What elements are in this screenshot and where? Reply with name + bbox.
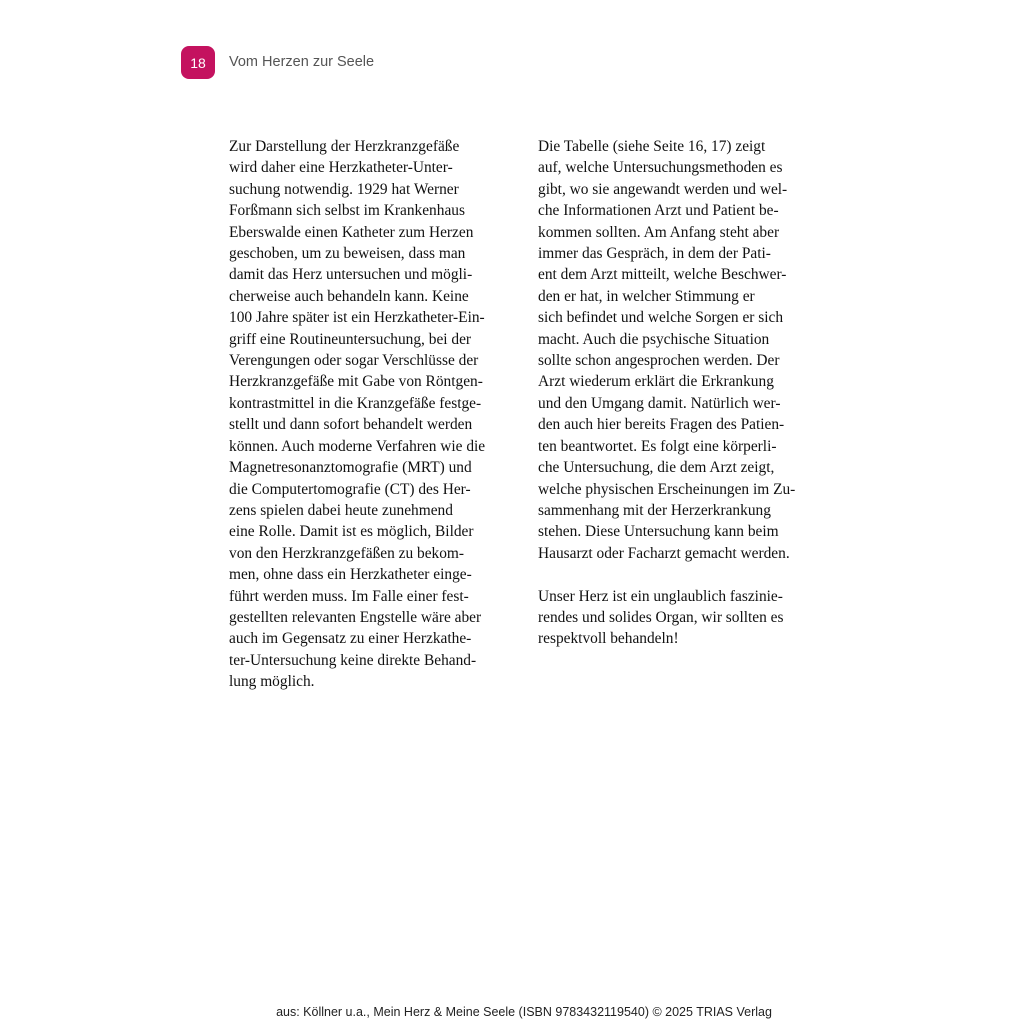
text-line: cherweise auch behandeln kann. Keine [229,287,469,305]
text-line: Magnetresonanztomografie (MRT) und [229,459,472,477]
page-number-badge: 18 [181,46,215,79]
text-line: den auch hier bereits Fragen des Patien- [538,416,785,434]
text-line: rendes und solides Organ, wir sollten es [538,608,784,626]
paragraph [229,136,519,693]
text-line: Hausarzt oder Facharzt gemacht werden. [538,544,790,562]
text-line: respektvoll behandeln! [538,630,679,648]
text-line: auch im Gegensatz zu einer Herzkathe- [229,630,472,648]
right-text-column [538,136,828,650]
text-line: che Untersuchung, die dem Arzt zeigt, [538,459,775,477]
text-line: gestellten relevanten Engstelle wäre aber [229,608,482,626]
text-line: 100 Jahre später ist ein Herzkatheter-Ein- [229,309,485,327]
running-title: Vom Herzen zur Seele [229,54,375,70]
text-line: eine Rolle. Damit ist es möglich, Bilder [229,523,474,541]
text-line: immer das Gespräch, in dem der Pati- [538,245,771,263]
text-line: men, ohne dass ein Herzkatheter einge- [229,566,472,584]
text-line: Die Tabelle (siehe Seite 16, 17) zeigt [538,138,766,155]
paragraph [538,586,828,650]
text-line: den er hat, in welcher Stimmung er [538,287,755,305]
text-line: ent dem Arzt mitteilt, welche Beschwer- [538,266,787,284]
text-line: kommen sollten. Am Anfang steht aber [538,223,780,241]
text-line: Zur Darstellung der Herzkranzgefäße [229,138,460,155]
left-text-column [229,136,519,693]
text-line: stellt und dann sofort behandelt werden [229,416,473,434]
text-line: Forßmann sich selbst im Krankenhaus [229,202,465,220]
text-line: führt werden muss. Im Falle einer fest- [229,587,469,605]
text-line: Unser Herz ist ein unglaublich faszinie- [538,587,783,605]
text-line: griff eine Routineuntersuchung, bei der [229,330,472,348]
text-line: suchung notwendig. 1929 hat Werner [229,180,459,198]
text-line: von den Herzkranzgefäßen zu bekom- [229,544,465,562]
text-line: Eberswalde einen Katheter zum Herzen [229,223,474,241]
text-line: Herzkranzgefäße mit Gabe von Röntgen- [229,373,483,391]
text-line: die Computertomografie (CT) des Her- [229,480,471,498]
text-line: und den Umgang damit. Natürlich wer- [538,394,781,412]
text-line: che Informationen Arzt und Patient be- [538,202,779,220]
text-line: auf, welche Untersuchungsmethoden es [538,159,783,177]
text-line: macht. Auch die psychische Situation [538,330,770,348]
text-line: Arzt wiederum erklärt die Erkrankung [538,373,774,391]
text-line: wird daher eine Herzkatheter-Unter- [229,159,453,177]
text-line: stehen. Diese Untersuchung kann beim [538,523,779,541]
text-line: zens spielen dabei heute zunehmend [229,501,453,519]
text-line: ten beantwortet. Es folgt eine körperli- [538,437,777,455]
footer-citation: aus: Köllner u.a., Mein Herz & Meine Seele (ISBN 9783432119540) © 2025 TRIAS Verlag [276,1005,772,1019]
text-line: geschoben, um zu beweisen, dass man [229,245,466,263]
paragraph [538,136,828,564]
text-line: sammenhang mit der Herzerkrankung [538,501,771,519]
text-line: lung möglich. [229,673,315,691]
text-line: kontrastmittel in die Kranzgefäße festge- [229,394,482,412]
text-line: ter-Untersuchung keine direkte Behand- [229,651,477,669]
text-line: sollte schon angesprochen werden. Der [538,352,780,370]
text-line: gibt, wo sie angewandt werden und wel- [538,180,788,198]
paragraph-gap [538,564,828,585]
text-line: welche physischen Erscheinungen im Zu- [538,480,796,498]
text-line: Verengungen oder sogar Verschlüsse der [229,352,479,370]
text-line: damit das Herz untersuchen und mögli- [229,266,473,284]
text-line: sich befindet und welche Sorgen er sich [538,309,784,327]
text-line: können. Auch moderne Verfahren wie die [229,437,486,455]
